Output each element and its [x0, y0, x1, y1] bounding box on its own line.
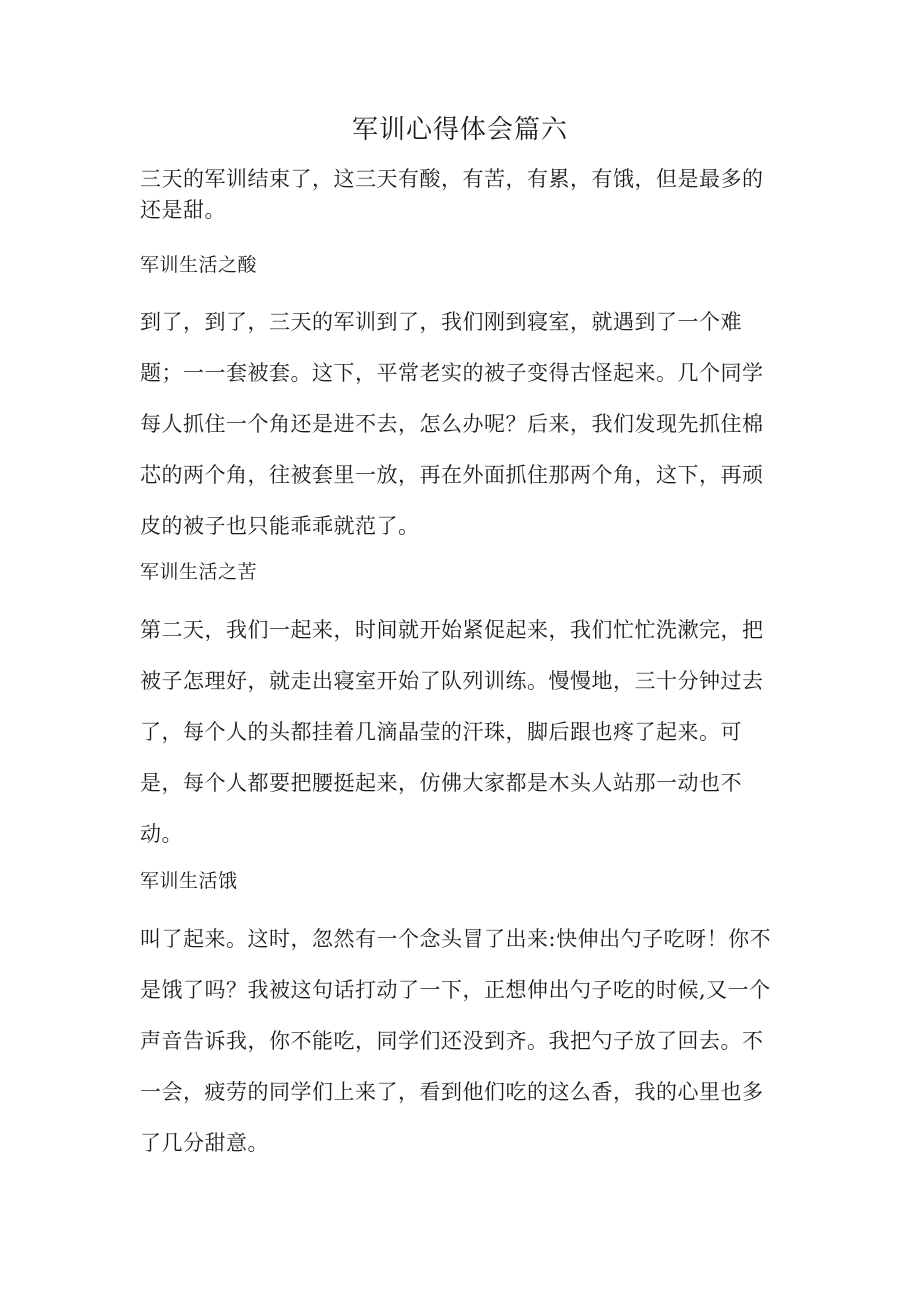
section-heading-sour: 军训生活之酸 [140, 254, 258, 276]
intro-paragraph: 三天的军训结束了，这三天有酸，有苦，有累，有饿，但是最多的还是甜。 [140, 167, 764, 222]
document-title: 军训心得体会篇六 [351, 115, 568, 145]
section-heading-hungry: 军训生活饿 [140, 870, 238, 892]
section-paragraph-sour: 到了，到了，三天的军训到了，我们刚到寝室，就遇到了一个难题；一一套被套。这下，平常老实的被子变得古怪起来。几个同学每人抓住一个角还是进不去，怎么办呢？后来，我们发现先抓住棉芯的两个角，往被套里一放，再在外面抓住那两个角，这下，再顽皮的被子也只能乖乖就范了。 [140, 310, 764, 538]
section-paragraph-bitter: 第二天，我们一起来，时间就开始紧促起来，我们忙忙洗漱完，把被子怎理好，就走出寝室开始了队列训练。慢慢地，三十分钟过去了，每个人的头都挂着几滴晶莹的汗珠，脚后跟也疼了起来。可是，每个人都要把腰挺起来，仿佛大家都是木头人站那一动也不动。 [140, 618, 764, 846]
section-heading-bitter: 军训生活之苦 [140, 561, 258, 583]
section-paragraph-hungry: 叫了起来。这时，忽然有一个念头冒了出来:快伸出勺子吃呀！你不是饿了吗？我被这句话打动了一下，正想伸出勺子吃的时候,又一个声音告诉我，你不能吃，同学们还没到齐。我把勺子放了回去。不一会，疲劳的同学们上来了，看到他们吃的这么香，我的心里也多了几分甜意。 [140, 927, 772, 1155]
